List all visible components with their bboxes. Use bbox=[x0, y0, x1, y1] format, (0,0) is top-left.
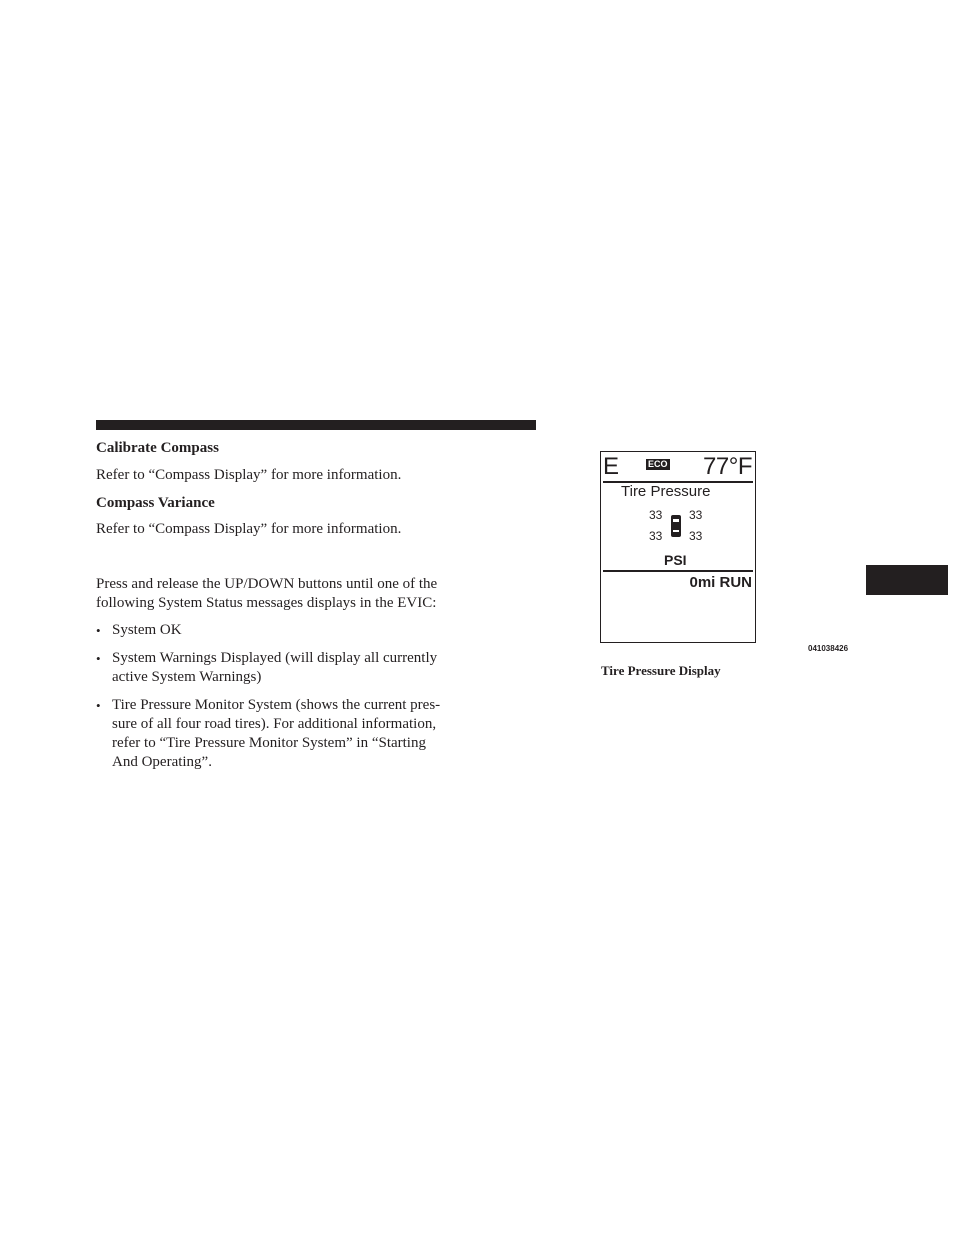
list-item-line: System OK bbox=[112, 622, 182, 638]
list-item-text bbox=[112, 649, 470, 687]
tire-front-right: 33 bbox=[689, 508, 703, 522]
compass-variance-text: Refer to “Compass Display” for more information. bbox=[96, 521, 402, 537]
list-item-line: And Operating”. bbox=[112, 754, 212, 770]
compass-variance-heading: Compass Variance bbox=[96, 495, 215, 511]
temperature-readout: 77°F bbox=[703, 453, 752, 480]
system-status-intro-line-2: following System Status messages displays in the EVIC: bbox=[96, 595, 437, 611]
figure-code: 041038426 bbox=[808, 644, 849, 653]
eco-badge: ECO bbox=[648, 459, 668, 469]
pressure-unit: PSI bbox=[664, 552, 687, 568]
list-item-line: System Warnings Displayed (will display all currently bbox=[112, 650, 438, 666]
chapter-thumb-tab bbox=[866, 565, 948, 595]
bullet-icon: • bbox=[96, 623, 101, 638]
list-item-line: refer to “Tire Pressure Monitor System” in “Starting bbox=[112, 735, 426, 751]
run-distance: 0mi RUN bbox=[689, 574, 752, 591]
list-item-text bbox=[112, 621, 470, 640]
system-status-intro-line-1: Press and release the UP/DOWN buttons until one of the bbox=[96, 576, 438, 592]
list-item-line: active System Warnings) bbox=[112, 669, 262, 685]
calibrate-compass-text: Refer to “Compass Display” for more information. bbox=[96, 467, 402, 483]
bullet-icon: • bbox=[96, 651, 101, 666]
figure-caption: Tire Pressure Display bbox=[601, 663, 721, 678]
compass-heading-readout: E bbox=[603, 453, 620, 480]
car-icon bbox=[671, 515, 681, 537]
list-item-line: sure of all four road tires). For additional information, bbox=[112, 716, 437, 732]
list-item-line: Tire Pressure Monitor System (shows the current pres- bbox=[112, 697, 441, 713]
display-title: Tire Pressure bbox=[621, 483, 711, 500]
bullet-icon: • bbox=[96, 698, 101, 713]
display-divider-bottom bbox=[603, 570, 753, 572]
calibrate-compass-heading: Calibrate Compass bbox=[96, 440, 219, 456]
tire-rear-right: 33 bbox=[689, 529, 703, 543]
list-item-text bbox=[112, 696, 470, 772]
tire-pressure-display bbox=[600, 451, 756, 643]
tire-front-left: 33 bbox=[649, 508, 663, 522]
tire-rear-left: 33 bbox=[649, 529, 663, 543]
section-rule bbox=[96, 420, 536, 430]
